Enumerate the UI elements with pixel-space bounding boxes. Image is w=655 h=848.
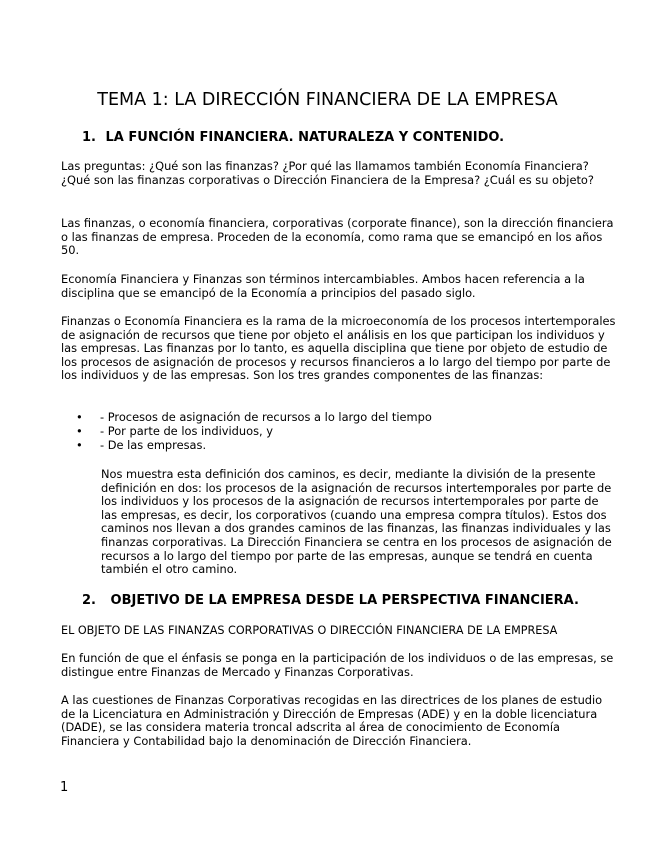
paragraph-1: Las preguntas: ¿Qué son las finanzas? ¿Por qué las llamamos también Economía Financiera? ¿Qué son las finanzas corporativas o Dirección Financiera de la Empresa? ¿Cuál es su objeto? bbox=[61, 159, 594, 187]
list-item bbox=[61, 411, 621, 425]
paragraph-7: A las cuestiones de Finanzas Corporativas recogidas en las directrices de los planes de estudio de la Licenciatura en Administración y Dirección de Empresas (ADE) y en la doble licenciatura (DADE), se las considera materia troncal adscrita al área de conocimiento de Economía Financiera y Contabilidad bajo la denominación de Dirección Financiera. bbox=[61, 693, 603, 748]
section-2-title: OBJETIVO DE LA EMPRESA DESDE LA PERSPECTIVA FINANCIERA. bbox=[110, 593, 579, 608]
section-2-number: 2. bbox=[82, 593, 96, 608]
list-item-text: - De las empresas. bbox=[100, 437, 207, 452]
bullet-icon: • bbox=[76, 437, 83, 452]
paragraph-4: Finanzas o Economía Financiera es la rama de la microeconomía de los procesos intertemporales de asignación de recursos que tiene por objeto el análisis en los que participan los individuos y las empresas. Las finanzas por lo tanto, es aquella disciplina que tiene por objeto de estudio de los procesos de asignación de procesos y recursos financieros a lo largo del tiempo por parte de los individuos y de las empresas. Son los tres grandes componentes de las finanzas: bbox=[61, 314, 616, 383]
components-list bbox=[61, 411, 621, 453]
paragraph-3: Economía Financiera y Finanzas son términos intercambiables. Ambos hacen referencia a la disciplina que se emancipó de la Economía a principios del pasado siglo. bbox=[61, 272, 585, 300]
paragraph-2: Las finanzas, o economía financiera, corporativas (corporate finance), son la dirección financiera o las finanzas de empresa. Proceden de la economía, como rama que se emancipó en los años 50. bbox=[61, 216, 614, 258]
section-2-heading bbox=[82, 593, 579, 608]
indented-paragraph: Nos muestra esta definición dos caminos, es decir, mediante la división de la presente definición en dos: los procesos de la asignación de recursos intertemporales por parte de los individuos y los procesos de la asignación de recursos intertemporales por parte de las empresas, es decir, los corporativos (cuando una empresa compra títulos). Estos dos caminos nos llevan a dos grandes caminos de las finanzas, las finanzas individuales y las finanzas corporativas. La Dirección Financiera se centra en los procesos de asignación de recursos a lo largo del tiempo por parte de las empresas, aunque se tendrá en cuenta también el otro camino. bbox=[101, 467, 612, 577]
page-title: TEMA 1: LA DIRECCIÓN FINANCIERA DE LA EMPRESA bbox=[97, 90, 558, 110]
list-item bbox=[61, 439, 621, 453]
section-1-number: 1. bbox=[82, 130, 96, 145]
bullet-icon: • bbox=[76, 423, 83, 438]
list-item bbox=[61, 425, 621, 439]
list-item-text: - Por parte de los individuos, y bbox=[100, 423, 274, 438]
paragraph-6: En función de que el énfasis se ponga en la participación de los individuos o de las empresas, se distingue entre Finanzas de Mercado y Finanzas Corporativas. bbox=[61, 651, 614, 679]
section-1-title: LA FUNCIÓN FINANCIERA. NATURALEZA Y CONTENIDO. bbox=[105, 130, 505, 145]
page-number: 1 bbox=[60, 780, 69, 795]
paragraph-5: EL OBJETO DE LAS FINANZAS CORPORATIVAS O DIRECCIÓN FINANCIERA DE LA EMPRESA bbox=[61, 624, 558, 637]
list-item-text: - Procesos de asignación de recursos a lo largo del tiempo bbox=[100, 410, 432, 424]
bullet-icon: • bbox=[76, 410, 83, 424]
section-1-heading bbox=[82, 130, 504, 145]
